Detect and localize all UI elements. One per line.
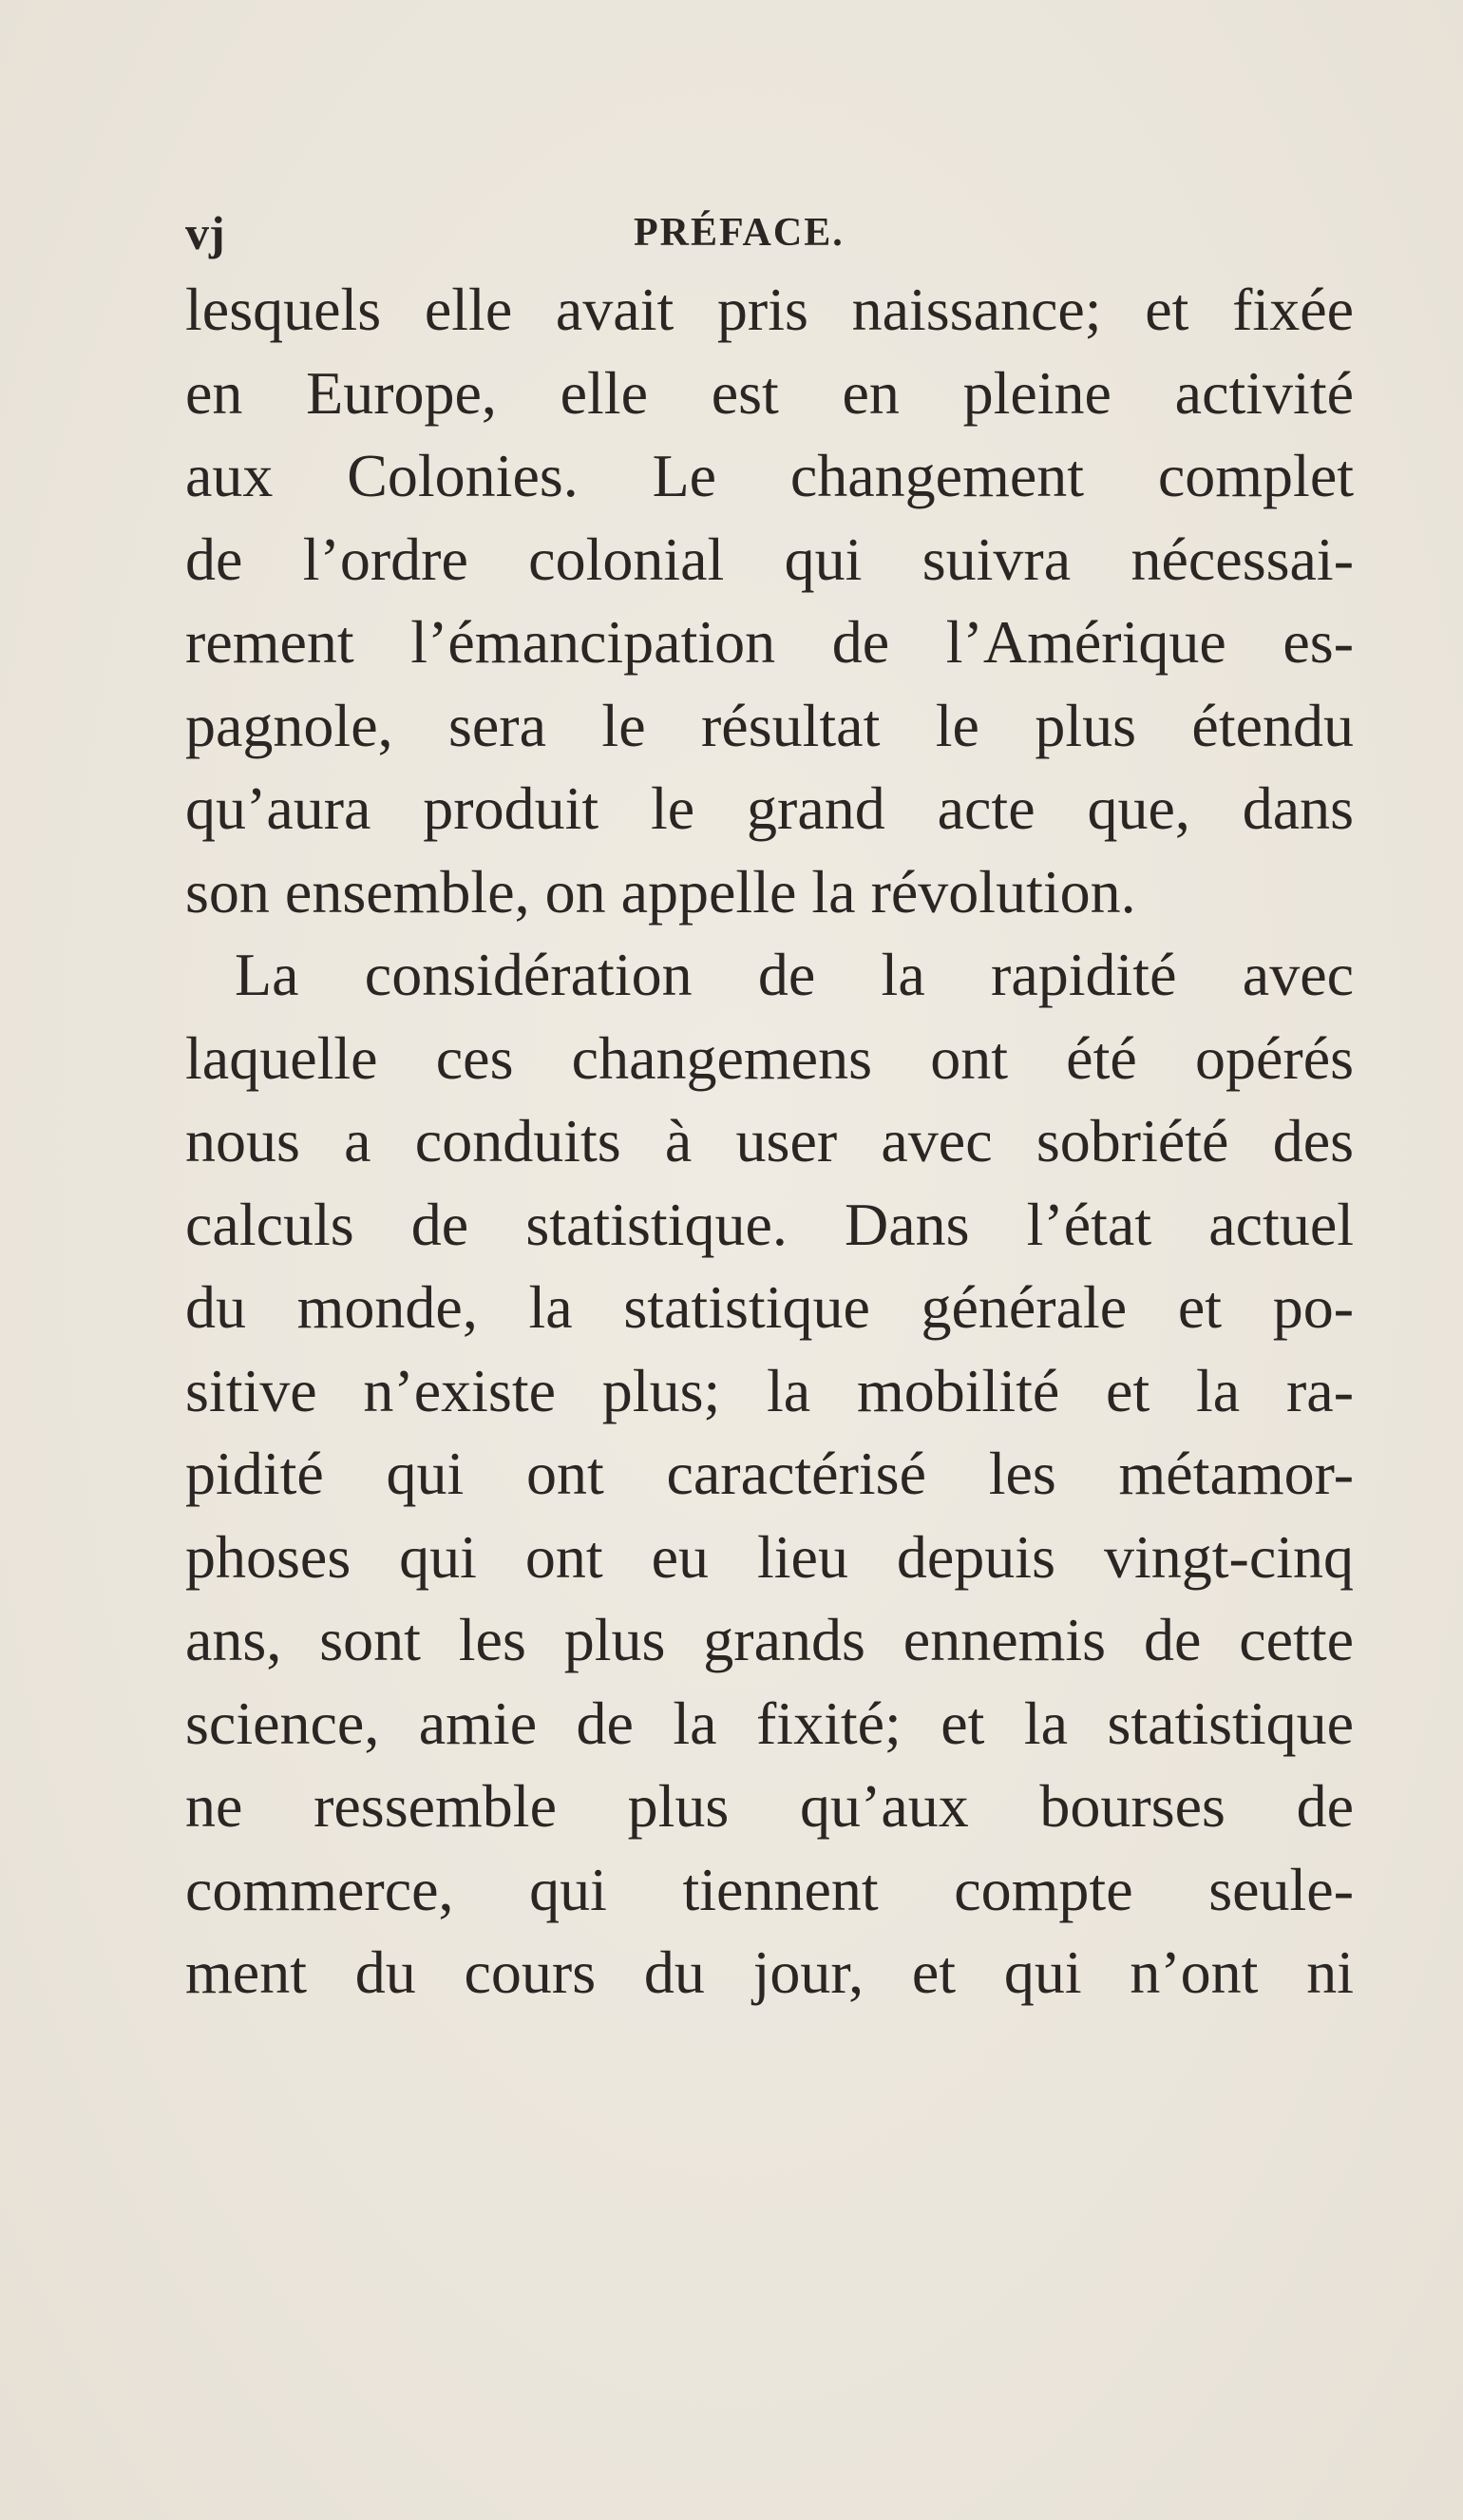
text-line: calculs de statistique. Dans l’état actuel <box>185 1190 1354 1258</box>
text-line: qu’aura produit le grand acte que, dans <box>185 774 1354 842</box>
text-line: en Europe, elle est en pleine activité <box>185 358 1354 427</box>
text-line: aux Colonies. Le changement complet <box>185 442 1354 509</box>
running-head: PRÉFACE. <box>634 211 845 255</box>
text-line: pagnole, sera le résultat le plus étendu <box>185 691 1354 759</box>
text-line: son ensemble, on appelle la révolution. <box>185 857 1136 926</box>
text-line: science, amie de la fixité; et la statistique <box>185 1689 1354 1757</box>
paragraph-first-line: La considération de la rapidité avec <box>235 941 1354 1008</box>
text-line: du monde, la statistique générale et po- <box>185 1273 1354 1341</box>
page-number: vj <box>185 206 225 259</box>
text-line: commerce, qui tiennent compte seule- <box>185 1855 1354 1923</box>
page-header <box>185 200 1354 266</box>
text-line: lesquels elle avait pris naissance; et fixée <box>185 276 1354 343</box>
body-text <box>185 268 1354 2014</box>
text-line: sitive n’existe plus; la mobilité et la ra- <box>185 1356 1354 1424</box>
text-line: pidité qui ont caractérisé les métamor- <box>185 1440 1354 1507</box>
text-line: de l’ordre colonial qui suivra nécessai- <box>185 525 1354 593</box>
text-line: ans, sont les plus grands ennemis de cette <box>185 1606 1354 1673</box>
text-line: ment du cours du jour, et qui n’ont ni <box>185 1938 1354 2006</box>
text-line: laquelle ces changemens ont été opérés <box>185 1023 1354 1092</box>
text-line: nous a conduits à user avec sobriété des <box>185 1107 1354 1174</box>
text-line: rement l’émancipation de l’Amérique es- <box>185 608 1354 676</box>
text-line: ne ressemble plus qu’aux bourses de <box>185 1772 1354 1840</box>
text-line: phoses qui ont eu lieu depuis vingt-cinq <box>185 1522 1354 1591</box>
